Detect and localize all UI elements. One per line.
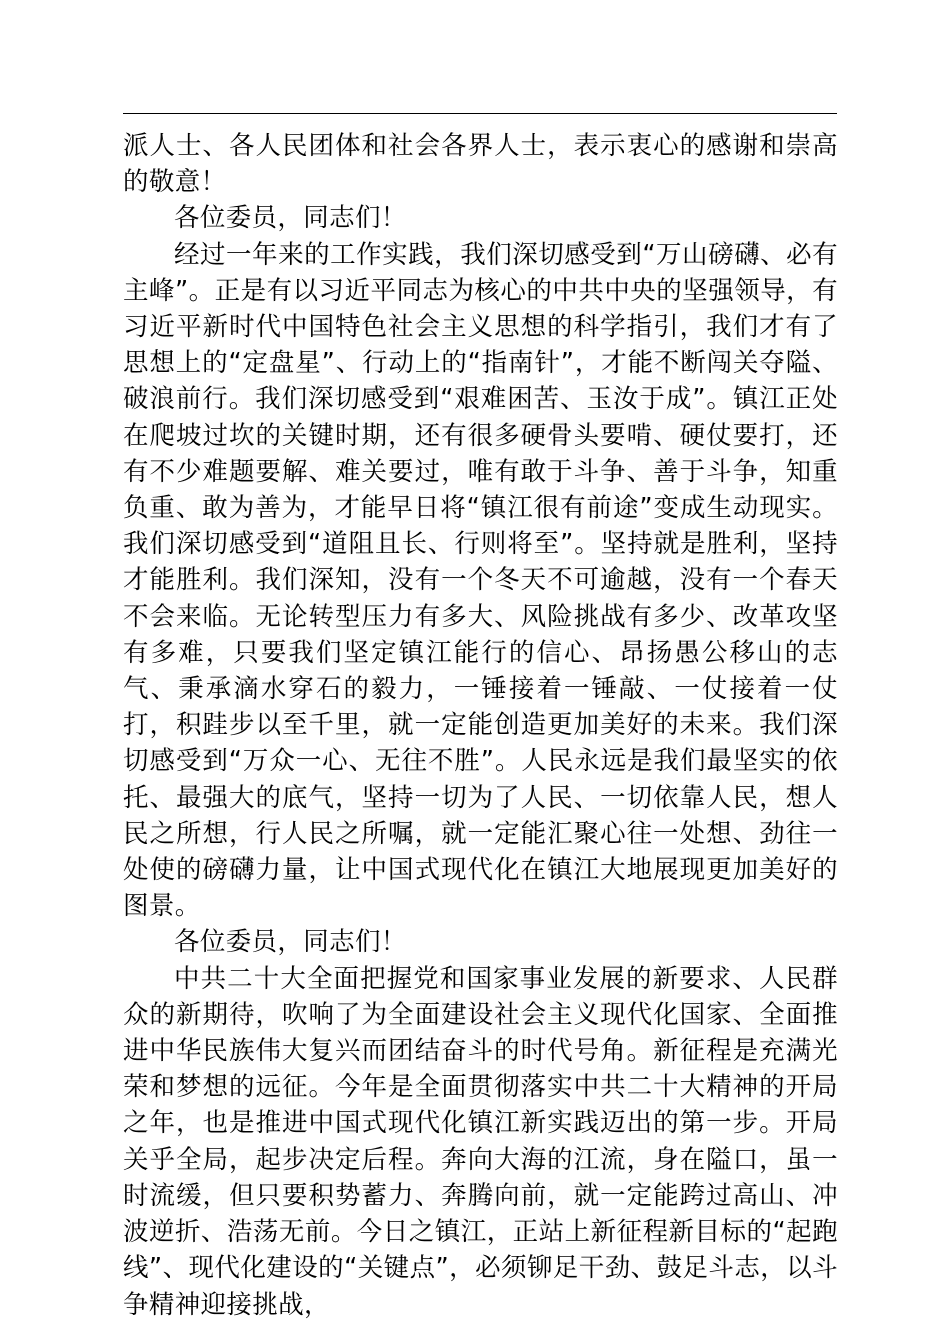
document-body <box>123 128 838 1323</box>
paragraph-salutation: 各位委员，同志们！ <box>174 927 407 958</box>
paragraph-reflection: 经过一年来的工作实践，我们深切感受到“万山磅礴、必有主峰”。正是有以习近平同志为核心的中共中央的坚强领导，有习近平新时代中国特色社会主义思想的科学指引，我们才有了思想上的“定盘星”、行动上的“指南针”，才能不断闯关夺隘、破浪前行。我们深切感受到“艰难困苦、玉汝于成”。镇江正处在爬坡过坎的关键时期，还有很多硬骨头要啃、硬仗要打，还有不少难题要解、难关要过，唯有敢于斗争、善于斗争，知重负重、敢为善为，才能早日将“镇江很有前途”变成生动现实。我们深切感受到“道阻且长、行则将至”。坚持就是胜利，坚持才能胜利。我们深知，没有一个冬天不可逾越，没有一个春天不会来临。无论转型压力有多大、风险挑战有多少、改革攻坚有多难，只要我们坚定镇江能行的信心、昂扬愚公移山的志气、秉承滴水穿石的毅力，一锤接着一锤敲、一仗接着一仗打，积跬步以至千里，就一定能创造更加美好的未来。我们深切感受到“万众一心、无往不胜”。人民永远是我们最坚实的依托、最强大的底气，坚持一切为了人民、一切依靠人民，想人民之所想，行人民之所嘱，就一定能汇聚心往一处想、劲往一处使的磅礴力量，让中国式现代化在镇江大地展现更加美好的图景。 <box>123 239 838 922</box>
header-rule <box>123 113 837 114</box>
paragraph-continuation: 派人士、各人民团体和社会各界人士，表示衷心的感谢和崇高的敬意！ <box>123 131 838 198</box>
paragraph-new-journey: 中共二十大全面把握党和国家事业发展的新要求、人民群众的新期待，吹响了为全面建设社会主义现代化国家、全面推进中华民族伟大复兴而团结奋斗的时代号角。新征程是充满光荣和梦想的远征。今年是全面贯彻落实中共二十大精神的开局之年，也是推进中国式现代化镇江新实践迈出的第一步。开局关乎全局，起步决定后程。奔向大海的江流，身在隘口，虽一时流缓，但只要积势蓄力、奔腾向前，就一定能跨过高山、冲波逆折、浩荡无前。今日之镇江，正站上新征程新目标的“起跑线”、现代化建设的“关键点”，必须铆足干劲、鼓足斗志，以斗争精神迎接挑战， <box>123 963 838 1320</box>
paragraph-salutation: 各位委员，同志们！ <box>174 203 407 234</box>
